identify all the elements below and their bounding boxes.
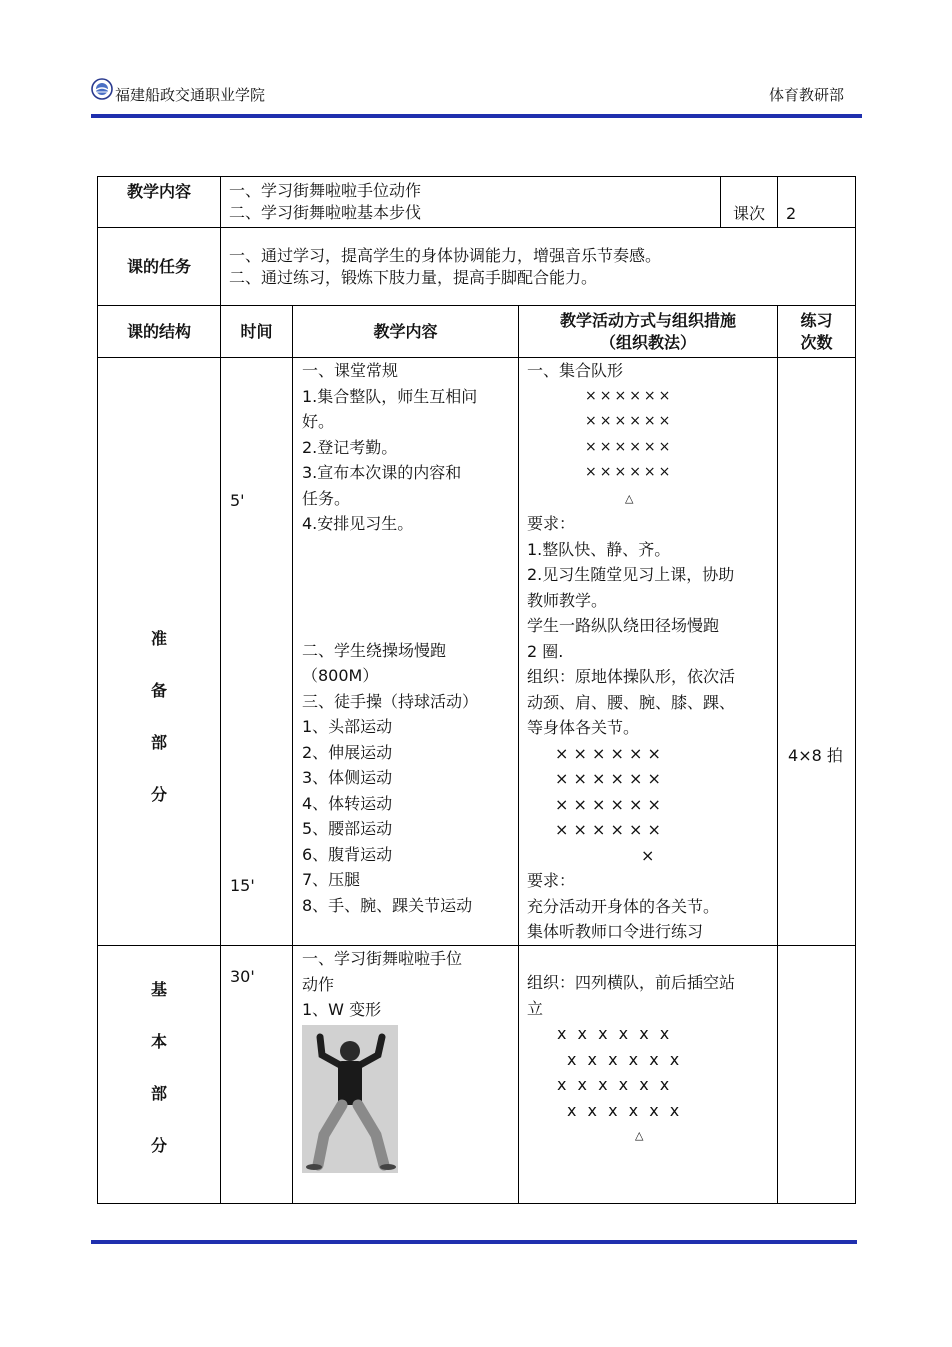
prep-section-label	[98, 358, 221, 946]
prep-reps-cell	[778, 358, 856, 946]
requirement-line: 动颈、肩、腰、腕、膝、踝、	[527, 692, 736, 712]
requirement-line: 1.整队快、静、齐。	[527, 539, 671, 559]
content-line: 4.安排见习生。	[302, 514, 414, 533]
formation-row: × × × × × ×	[555, 769, 661, 788]
prep-method-block	[527, 358, 777, 945]
prep-char: 准	[150, 629, 167, 648]
content-line: 6、腹背运动	[302, 844, 393, 864]
requirement-line: 组织：原地体操队形，依次活	[527, 667, 736, 686]
header-method	[519, 306, 778, 358]
row-task	[98, 228, 856, 306]
prep-content-cell	[293, 358, 519, 946]
formation-row: x x x x x x	[567, 1100, 680, 1120]
content-line: 7、压腿	[302, 870, 361, 889]
prep-content-block-1	[302, 358, 518, 537]
requirement-line: 教师教学。	[527, 590, 608, 610]
basic-content-cell	[293, 946, 519, 1204]
lesson-number: 2	[778, 177, 856, 228]
content-line: 4、体转运动	[302, 793, 393, 813]
formation-row: x x x x x x	[567, 1049, 680, 1069]
content-line: 1、头部运动	[302, 717, 393, 736]
content-line: 3.宣布本次课的内容和	[302, 463, 462, 482]
header-structure: 课的结构	[98, 306, 221, 358]
formation-row: x x x x x x	[557, 1024, 670, 1043]
header-reps-line2: 次数	[800, 332, 833, 352]
basic-char: 本	[150, 1032, 167, 1051]
basic-section-label	[98, 946, 221, 1204]
formation-row: ××××××	[585, 438, 674, 455]
formation-row: × × × × × ×	[555, 794, 661, 814]
header-method-line2: （组织教法）	[600, 332, 697, 352]
basic-method-block	[527, 946, 777, 1149]
content-line: 任务。	[302, 488, 351, 508]
basic-char: 部	[150, 1084, 167, 1103]
content-line: 5、腰部运动	[302, 819, 393, 838]
header-reps	[778, 306, 856, 358]
lesson-label: 课次	[721, 177, 778, 228]
task-line: 一、通过学习，提高学生的身体协调能力，增强音乐节奏感。	[229, 245, 662, 265]
basic-char: 基	[150, 980, 167, 999]
content-line: 一、学习街舞啦啦手位动作	[229, 181, 422, 200]
teacher-marker: △	[635, 1129, 644, 1142]
content-line: 2.登记考勤。	[302, 437, 398, 457]
header-time: 时间	[221, 306, 293, 358]
prep-content-block-2	[302, 638, 518, 919]
requirement-line: 等身体各关节。	[527, 718, 640, 737]
requirement-line: 学生一路纵队绕田径场慢跑	[527, 616, 720, 635]
basic-method-cell	[519, 946, 778, 1204]
prep-reps: 4×8 拍	[788, 746, 843, 765]
content-line: 二、学习街舞啦啦基本步伐	[229, 203, 422, 222]
content-line: 1.集合整队，师生互相问	[302, 386, 478, 406]
label-task: 课的任务	[98, 228, 221, 306]
content-line: 好。	[302, 412, 335, 431]
content-line: 2、伸展运动	[302, 742, 393, 762]
basic-char: 分	[150, 1136, 167, 1155]
prep-char: 分	[150, 785, 167, 804]
prep-time-2: 15'	[230, 876, 255, 895]
header-reps-line1: 练习	[800, 310, 833, 330]
requirement-line: 充分活动开身体的各关节。	[527, 896, 720, 916]
prep-method-cell	[519, 358, 778, 946]
content-line: （800M）	[302, 666, 379, 685]
basic-time: 30'	[230, 967, 255, 986]
formation-row: ××××××	[585, 464, 674, 480]
prep-char: 备	[150, 681, 167, 700]
content-line: 3、体侧运动	[302, 768, 393, 787]
department-name: 体育教研部	[768, 86, 844, 104]
requirement-title: 要求：	[527, 871, 576, 890]
formation-row: × × × × × ×	[555, 820, 661, 839]
requirement-line: 2 圈.	[527, 641, 564, 661]
method-title: 一、集合队形	[527, 361, 624, 380]
organization-line: 组织：四列横队，前后插空站	[527, 973, 736, 992]
task-cell	[221, 228, 856, 306]
basic-reps-cell	[778, 946, 856, 1204]
teacher-marker: △	[625, 491, 634, 505]
formation-row: × × × × × ×	[555, 743, 661, 763]
requirement-line: 2.见习生随堂见习上课，协助	[527, 565, 735, 584]
prep-time-cell	[221, 358, 293, 946]
prep-time-1: 5'	[230, 491, 245, 510]
organization-line: 立	[527, 998, 544, 1018]
row-basic	[98, 946, 856, 1204]
requirement-line: 集体听教师口令进行练习	[527, 922, 704, 941]
content-line: 二、学生绕操场慢跑	[302, 640, 447, 660]
footer-rule	[91, 1240, 857, 1244]
basic-time-cell	[221, 946, 293, 1204]
prep-char: 部	[150, 733, 167, 752]
formation-row: x x x x x x	[557, 1075, 670, 1094]
label-teaching-content: 教学内容	[98, 177, 221, 228]
content-line: 一、课堂常规	[302, 361, 399, 380]
row-column-headers	[98, 306, 856, 358]
formation-row: ××××××	[585, 387, 674, 404]
row-preparation	[98, 358, 856, 946]
content-line: 一、学习街舞啦啦手位	[302, 949, 463, 968]
page-header	[91, 78, 862, 118]
dance-pose-photo	[302, 1025, 398, 1173]
row-teaching-content	[98, 177, 856, 228]
content-line: 8、手、腕、踝关节运动	[302, 895, 473, 915]
requirement-title: 要求：	[527, 514, 576, 533]
lesson-plan-table	[97, 176, 856, 1204]
content-line: 动作	[302, 974, 335, 994]
task-line: 二、通过练习，锻炼下肢力量，提高手脚配合能力。	[229, 267, 598, 287]
teaching-content-cell	[221, 177, 721, 228]
header-method-line1: 教学活动方式与组织措施	[560, 310, 737, 330]
school-name: 福建船政交通职业学院	[115, 86, 266, 104]
header-content: 教学内容	[293, 306, 519, 358]
content-line: 1、W 变形	[302, 1000, 382, 1019]
content-line: 三、徒手操（持球活动）	[302, 691, 479, 711]
leader-marker: ×	[641, 845, 655, 865]
formation-row: ××××××	[585, 413, 674, 429]
school-logo-icon	[91, 78, 113, 100]
header-rule	[91, 114, 862, 118]
basic-content-block	[302, 946, 518, 1023]
